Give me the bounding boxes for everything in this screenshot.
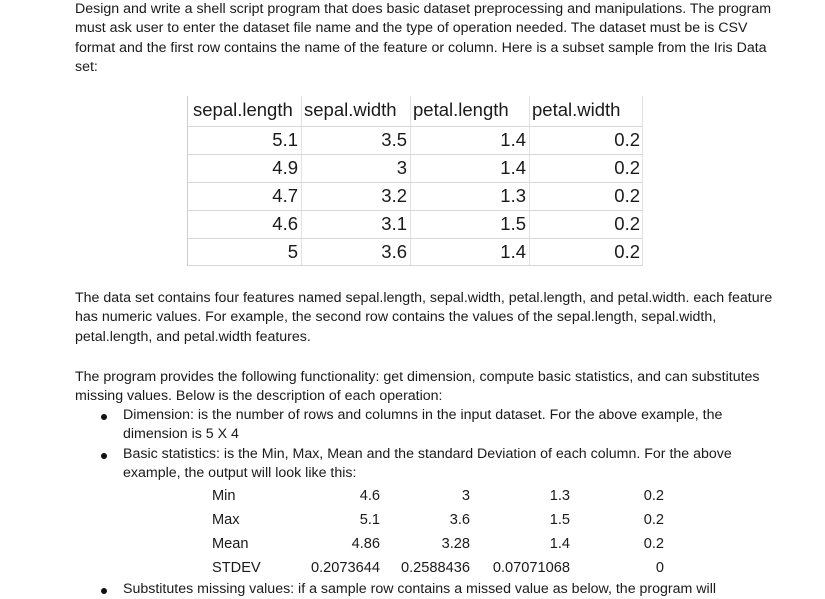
- table-gridline: [188, 210, 643, 211]
- table-cell: 0.2: [643, 488, 664, 504]
- table-cell: 3: [461, 488, 470, 504]
- table-cell: 0.2: [614, 213, 640, 234]
- table-cell: 1.4: [549, 536, 570, 552]
- column-header: petal.width: [532, 99, 621, 120]
- table-cell: 0.2588436: [401, 560, 470, 576]
- column-header: petal.length: [413, 99, 509, 120]
- table-cell: 1.4: [500, 157, 526, 178]
- row-label: Max: [212, 512, 240, 528]
- table-cell: 4.86: [351, 536, 380, 552]
- table-gridline: [529, 96, 530, 266]
- row-label: Mean: [212, 536, 249, 552]
- row-label: STDEV: [212, 560, 261, 576]
- iris-sample-table: [187, 96, 643, 266]
- bullet-dimension: Dimension: is the number of rows and columns in the input dataset. For the above example, the dimension is 5 X 4: [123, 407, 723, 443]
- table-cell: 4.7: [272, 185, 298, 206]
- table-cell: 0: [655, 560, 664, 576]
- table-cell: 5.1: [272, 129, 298, 150]
- table-cell: 1.3: [500, 185, 526, 206]
- table-cell: 0.2: [614, 185, 640, 206]
- table-cell: 1.5: [500, 213, 526, 234]
- table-cell: 4.6: [359, 488, 380, 504]
- table-cell: 0.2: [614, 241, 640, 262]
- table-gridline: [188, 126, 643, 127]
- table-cell: 3.1: [381, 213, 407, 234]
- table-gridline: [410, 96, 411, 266]
- table-cell: 0.2: [643, 536, 664, 552]
- table-gridline: [301, 96, 302, 266]
- table-cell: 1.3: [549, 488, 570, 504]
- table-gridline: [642, 96, 643, 266]
- table-gridline: [188, 265, 643, 266]
- intro-paragraph: Design and write a shell script program that does basic dataset preprocessing and manipulations. The program must ask user to enter the dataset file name and the type of operation needed. The dataset must be is CSV format and the first row contains the name of the feature or column. Here is a subset sample from the Iris Data set:: [75, 1, 772, 76]
- table-cell: 3: [396, 157, 407, 178]
- table-gridline: [188, 154, 643, 155]
- table-cell: 5: [287, 241, 298, 262]
- table-cell: 4.9: [272, 157, 298, 178]
- table-cell: 3.2: [381, 185, 407, 206]
- table-cell: 1.4: [500, 129, 526, 150]
- bullet-basic-statistics: Basic statistics: is the Min, Max, Mean and the standard Deviation of each column. For the above example, the output will look like this:: [123, 446, 732, 482]
- bullet-icon: [101, 453, 107, 459]
- table-cell: 0.2: [614, 129, 640, 150]
- table-cell: 0.07071068: [492, 560, 570, 576]
- table-gridline: [188, 182, 643, 183]
- bullet-icon: [101, 588, 107, 594]
- features-paragraph: The data set contains four features named sepal.length, sepal.width, petal.length, and petal.width. each feature has numeric values. For example, the second row contains the values of the sepal.length, sepal.width, petal.length, and petal.width features.: [75, 290, 773, 345]
- table-cell: 0.2073644: [311, 560, 380, 576]
- functionality-paragraph: The program provides the following functionality: get dimension, compute basic statistics, and can substitutes missing values. Below is the description of each operation:: [75, 369, 760, 405]
- table-cell: 3.5: [381, 129, 407, 150]
- table-cell: 0.2: [614, 157, 640, 178]
- table-cell: 3.6: [381, 241, 407, 262]
- column-header: sepal.length: [193, 99, 293, 120]
- table-cell: 0.2: [643, 512, 664, 528]
- table-cell: 3.6: [449, 512, 470, 528]
- row-label: Min: [212, 488, 236, 504]
- table-cell: 1.4: [500, 241, 526, 262]
- table-gridline: [188, 238, 643, 239]
- column-header: sepal.width: [304, 99, 397, 120]
- table-cell: 5.1: [359, 512, 380, 528]
- statistics-table: [212, 488, 672, 588]
- bullet-icon: [101, 414, 107, 420]
- table-cell: 3.28: [441, 536, 470, 552]
- table-cell: 4.6: [272, 213, 298, 234]
- bullet-substitutes-missing-values: Substitutes missing values: if a sample row contains a missed value as below, the program will: [123, 581, 716, 597]
- table-cell: 1.5: [549, 512, 570, 528]
